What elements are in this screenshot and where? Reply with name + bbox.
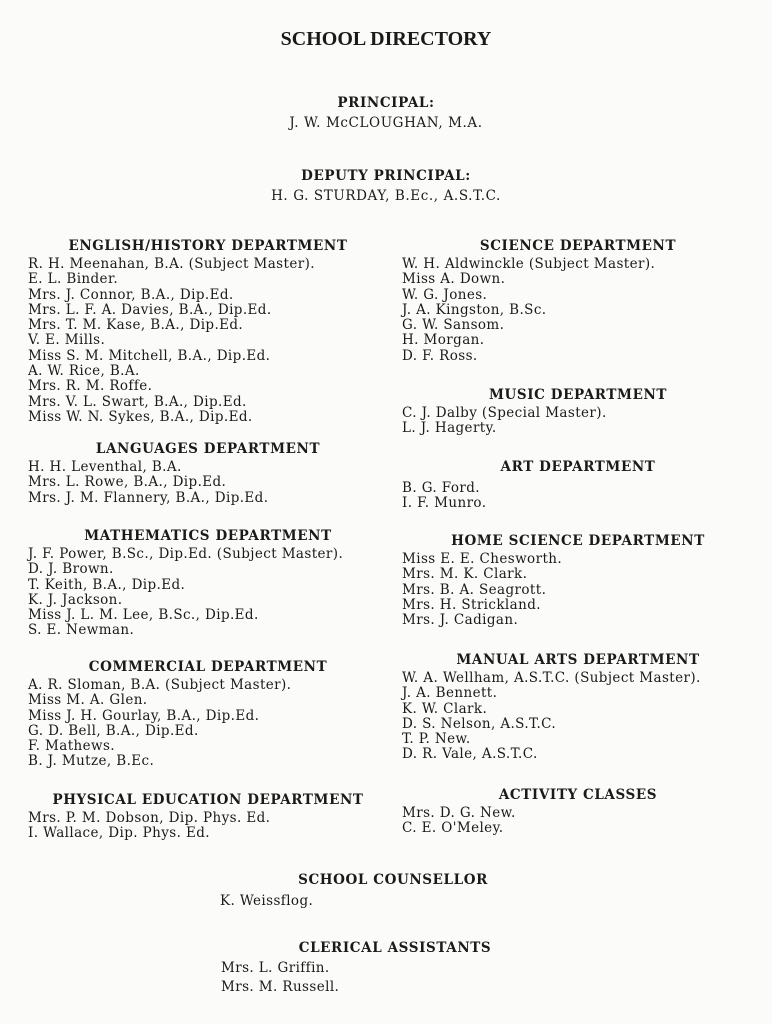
staff-item: Mrs. R. M. Roffe.	[28, 378, 153, 395]
staff-item: T. Keith, B.A., Dip.Ed.	[28, 576, 186, 593]
staff-list	[28, 257, 388, 425]
staff-item: J. A. Bennett.	[402, 685, 498, 702]
staff-item: C. J. Dalby (Special Master).	[402, 405, 607, 421]
staff-item: I. Wallace, Dip. Phys. Ed.	[28, 825, 210, 842]
staff-item: H. H. Leventhal, B.A.	[28, 459, 182, 475]
deputy-section	[0, 168, 772, 206]
deputy-name: H. G. STURDAY, B.Ec., A.S.T.C.	[271, 188, 501, 204]
dept-heading: ENGLISH/HISTORY DEPARTMENT	[68, 238, 348, 254]
staff-item: B. G. Ford.	[402, 480, 480, 496]
dept-mathematics	[28, 528, 388, 639]
clerical-section	[0, 940, 772, 997]
clerical-heading: CLERICAL ASSISTANTS	[298, 940, 492, 956]
dept-heading: COMMERCIAL DEPARTMENT	[88, 659, 328, 675]
dept-art	[402, 459, 754, 512]
staff-item: Mrs. L. Rowe, B.A., Dip.Ed.	[28, 474, 227, 491]
dept-heading: ACTIVITY CLASSES	[498, 787, 658, 803]
staff-item: D. F. Ross.	[402, 347, 478, 364]
staff-item: W. H. Aldwinckle (Subject Master).	[402, 256, 656, 272]
dept-home-science	[402, 533, 754, 628]
staff-item: K. J. Jackson.	[28, 591, 123, 608]
page-title: SCHOOL DIRECTORY	[280, 28, 492, 50]
staff-item: I. F. Munro.	[402, 495, 487, 512]
counsellor-section	[0, 872, 772, 911]
staff-item: Mrs. M. K. Clark.	[402, 566, 528, 583]
staff-item: J. F. Power, B.Sc., Dip.Ed. (Subject Master).	[28, 546, 344, 562]
counsellor-heading: SCHOOL COUNSELLOR	[298, 872, 488, 888]
staff-item: L. J. Hagerty.	[402, 420, 497, 437]
staff-item: K. Weissflog.	[220, 893, 314, 909]
staff-list	[402, 481, 754, 512]
dept-physical-education	[28, 792, 388, 842]
staff-item: Mrs. V. L. Swart, B.A., Dip.Ed.	[28, 393, 247, 410]
dept-heading: HOME SCIENCE DEPARTMENT	[451, 533, 705, 549]
staff-item: T. P. New.	[402, 731, 471, 748]
staff-item: D. S. Nelson, A.S.T.C.	[402, 715, 557, 732]
staff-list	[402, 806, 754, 837]
staff-item: G. D. Bell, B.A., Dip.Ed.	[28, 722, 199, 739]
staff-item: R. H. Meenahan, B.A. (Subject Master).	[28, 256, 315, 272]
staff-item: Mrs. J. Connor, B.A., Dip.Ed.	[28, 286, 234, 303]
staff-item: D. J. Brown.	[28, 561, 114, 578]
staff-list	[28, 811, 388, 842]
staff-item: C. E. O'Meley.	[402, 820, 504, 837]
staff-item: Mrs. M. Russell.	[221, 979, 340, 995]
dept-heading: PHYSICAL EDUCATION DEPARTMENT	[52, 792, 364, 808]
dept-english-history	[28, 238, 388, 425]
staff-item: Mrs. P. M. Dobson, Dip. Phys. Ed.	[28, 810, 271, 826]
staff-item: B. J. Mutze, B.Ec.	[28, 753, 155, 770]
staff-item: K. W. Clark.	[402, 700, 488, 717]
staff-item: Miss W. N. Sykes, B.A., Dip.Ed.	[28, 408, 253, 425]
dept-commercial	[28, 659, 388, 770]
staff-item: Mrs. B. A. Seagrott.	[402, 581, 547, 598]
dept-heading: MUSIC DEPARTMENT	[488, 387, 668, 403]
staff-item: Miss J. H. Gourlay, B.A., Dip.Ed.	[28, 707, 260, 724]
staff-list	[402, 671, 754, 763]
staff-item: Mrs. T. M. Kase, B.A., Dip.Ed.	[28, 317, 244, 334]
dept-heading: MANUAL ARTS DEPARTMENT	[456, 652, 700, 668]
principal-name: J. W. McCLOUGHAN, M.A.	[289, 115, 483, 131]
dept-heading: LANGUAGES DEPARTMENT	[95, 441, 321, 457]
principal-section	[0, 95, 772, 133]
staff-item: Mrs. D. G. New.	[402, 805, 516, 821]
staff-item: Mrs. L. F. A. Davies, B.A., Dip.Ed.	[28, 301, 272, 318]
staff-item: E. L. Binder.	[28, 271, 119, 288]
dept-music	[402, 387, 754, 437]
staff-item: W. A. Wellham, A.S.T.C. (Subject Master).	[402, 670, 701, 686]
staff-item: Mrs. H. Strickland.	[402, 596, 541, 613]
staff-item: Mrs. J. M. Flannery, B.A., Dip.Ed.	[28, 489, 269, 506]
dept-manual-arts	[402, 652, 754, 763]
dept-heading: SCIENCE DEPARTMENT	[479, 238, 677, 254]
staff-list	[402, 406, 754, 437]
dept-activity-classes	[402, 787, 754, 837]
staff-item: D. R. Vale, A.S.T.C.	[402, 746, 538, 763]
staff-list	[402, 257, 754, 364]
staff-list	[28, 547, 388, 639]
dept-languages	[28, 441, 388, 506]
staff-list	[402, 552, 754, 628]
staff-list	[28, 678, 388, 770]
principal-heading: PRINCIPAL:	[337, 95, 435, 111]
staff-item: Miss J. L. M. Lee, B.Sc., Dip.Ed.	[28, 607, 259, 624]
staff-list	[220, 892, 772, 911]
dept-heading: ART DEPARTMENT	[500, 459, 656, 475]
staff-item: W. G. Jones.	[402, 286, 488, 303]
staff-item: Miss E. E. Chesworth.	[402, 551, 563, 567]
staff-item: A. W. Rice, B.A.	[28, 363, 140, 380]
dept-science	[402, 238, 754, 364]
staff-item: Mrs. L. Griffin.	[221, 960, 330, 976]
staff-item: Miss M. A. Glen.	[28, 692, 148, 709]
staff-list	[28, 460, 388, 506]
staff-item: Miss A. Down.	[402, 271, 506, 288]
staff-item: G. W. Sansom.	[402, 317, 505, 334]
dept-heading: MATHEMATICS DEPARTMENT	[84, 528, 332, 544]
staff-item: A. R. Sloman, B.A. (Subject Master).	[28, 677, 292, 693]
staff-item: Miss S. M. Mitchell, B.A., Dip.Ed.	[28, 347, 271, 364]
staff-item: Mrs. J. Cadigan.	[402, 612, 519, 629]
deputy-heading: DEPUTY PRINCIPAL:	[301, 168, 471, 184]
staff-item: S. E. Newman.	[28, 622, 135, 639]
staff-list	[221, 959, 772, 997]
staff-item: H. Morgan.	[402, 332, 485, 349]
staff-item: V. E. Mills.	[28, 332, 106, 349]
staff-item: F. Mathews.	[28, 738, 116, 755]
staff-item: J. A. Kingston, B.Sc.	[402, 301, 547, 318]
